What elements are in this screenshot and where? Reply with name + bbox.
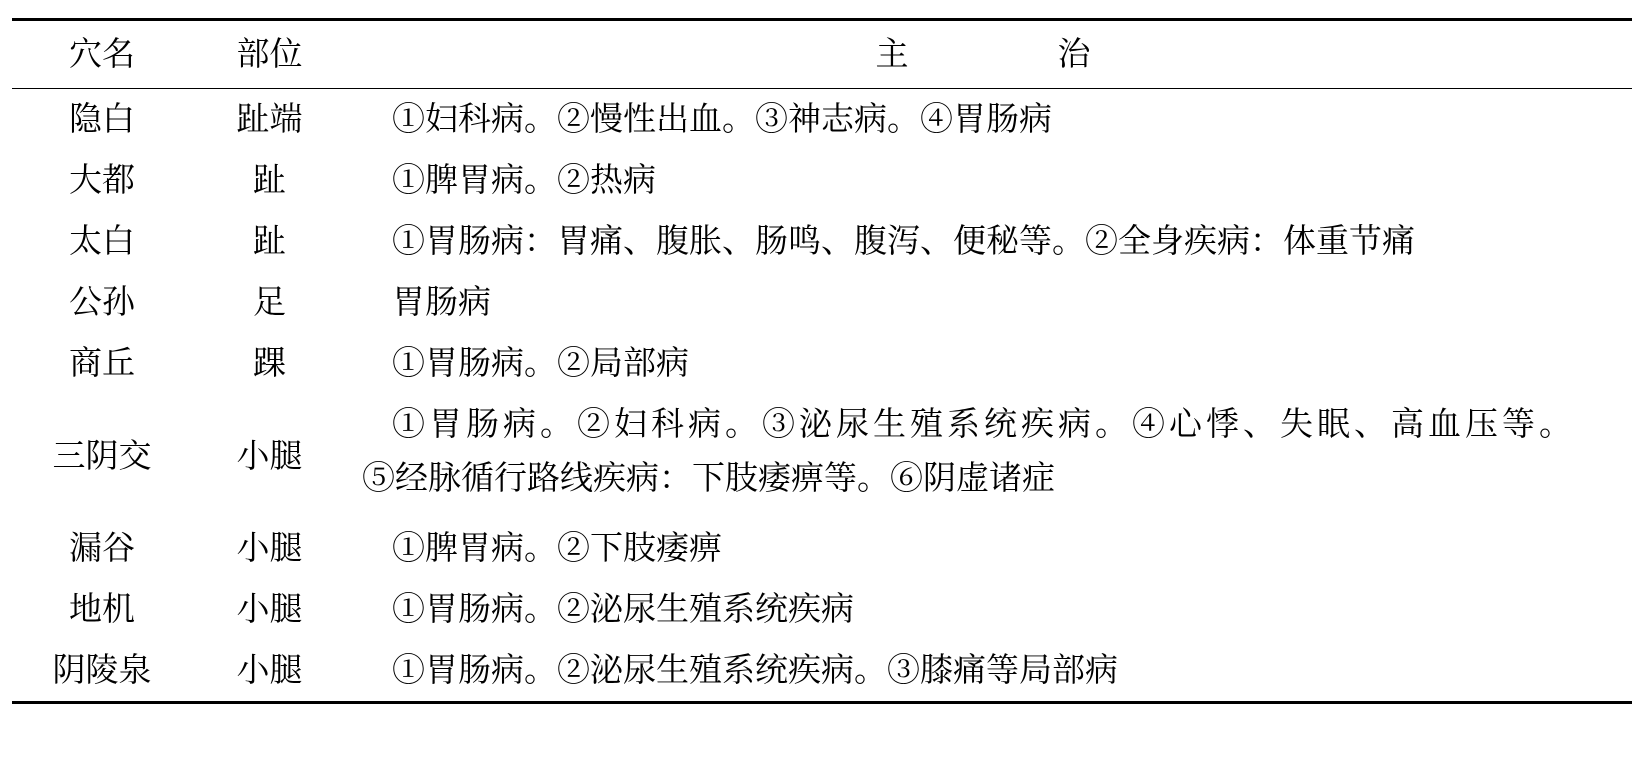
point-indication: ①脾胃病。②下肢痿痹 [392, 528, 722, 567]
point-location: 踝 [253, 343, 286, 382]
point-location: 小腿 [236, 436, 303, 475]
table-row [12, 640, 1632, 701]
table-row [12, 89, 1632, 150]
table-header [12, 21, 1632, 88]
table-row [12, 272, 1632, 333]
point-name: 三阴交 [52, 436, 152, 475]
table-row [12, 394, 1632, 518]
point-location: 趾 [253, 221, 286, 260]
bottom-rule [12, 701, 1632, 704]
point-name: 地机 [69, 589, 135, 628]
point-name: 隐白 [69, 99, 135, 138]
point-indication: ①胃肠病。②泌尿生殖系统疾病。③膝痛等局部病 [392, 650, 1118, 689]
acupoint-table [12, 18, 1632, 704]
header-name: 穴名 [69, 34, 135, 73]
point-name: 公孙 [69, 282, 135, 321]
point-location: 小腿 [236, 589, 303, 628]
point-location: 趾 [253, 160, 286, 199]
header-indication: 主 治 [875, 34, 1149, 73]
point-indication: ①胃肠病。②泌尿生殖系统疾病 [392, 589, 854, 628]
point-name: 漏谷 [69, 528, 135, 567]
table-row [12, 333, 1632, 394]
point-indication [362, 404, 1632, 498]
point-name: 阴陵泉 [52, 650, 152, 689]
point-indication: ①胃肠病：胃痛、腹胀、肠鸣、腹泻、便秘等。②全身疾病：体重节痛 [392, 221, 1415, 260]
point-name: 商丘 [69, 343, 135, 382]
point-location: 小腿 [236, 528, 303, 567]
indication-line-2: ⑤经脉循行路线疾病：下肢痿痹等。⑥阴虚诸症 [362, 458, 1055, 497]
point-location: 趾端 [236, 99, 303, 138]
table-row [12, 150, 1632, 211]
point-indication: ①胃肠病。②局部病 [392, 343, 689, 382]
point-indication: ①脾胃病。②热病 [392, 160, 656, 199]
header-part: 部位 [236, 34, 303, 73]
point-indication: ①妇科病。②慢性出血。③神志病。④胃肠病 [392, 99, 1052, 138]
point-location: 小腿 [236, 650, 303, 689]
point-indication: 胃肠病 [392, 282, 491, 321]
point-name: 太白 [69, 221, 135, 260]
point-location: 足 [253, 282, 286, 321]
table-row [12, 579, 1632, 640]
point-name: 大都 [69, 160, 135, 199]
indication-line-1: ①胃肠病。②妇科病。③泌尿生殖系统疾病。④心悸、失眠、高血压等。 [392, 404, 1576, 443]
table-row [12, 211, 1632, 272]
table-row [12, 518, 1632, 579]
